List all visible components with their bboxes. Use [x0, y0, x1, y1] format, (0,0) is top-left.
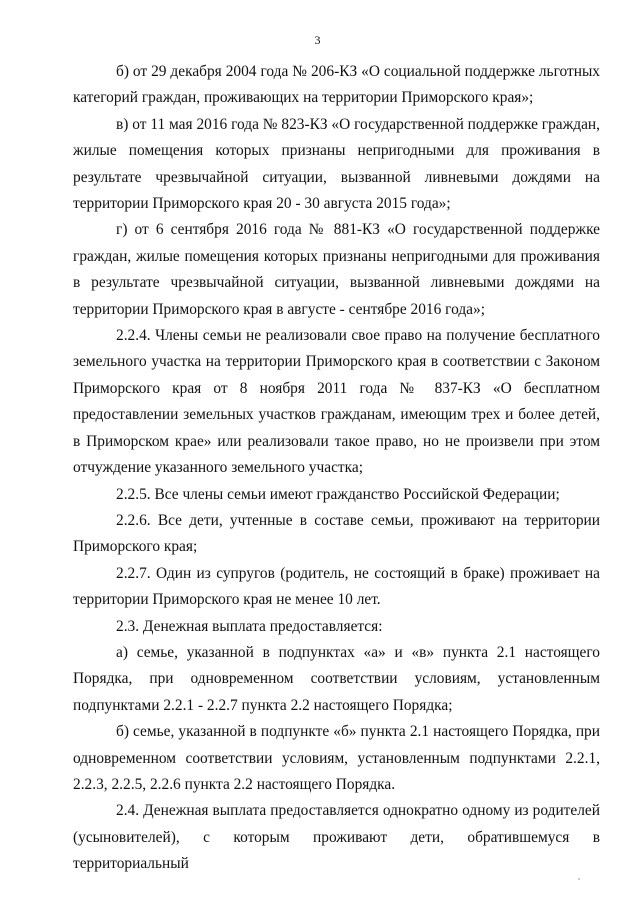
scan-speck — [578, 878, 580, 880]
paragraph-2-2-4: 2.2.4. Члены семьи не реализовали свое право на получение бесплатного земельного участка на территории Приморского края в соответствии с Законом Приморского края от 8 ноября 2011 года № 837-КЗ «О бесплатном предоставлении земельных участков гражданам, имеющим трех и более детей, в Приморском крае» или реализовали такое право, но не произвели при этом отчуждение указанного земельного участка; — [73, 327, 600, 477]
document-body — [73, 59, 600, 878]
page-number: 3 — [314, 33, 321, 47]
paragraph-2-4: 2.4. Денежная выплата предоставляется однократно одному из родителей (усыновителей), с которым проживают дети, обратившемуся в территориальный — [73, 802, 600, 873]
paragraph-2-3-b: б) семье, указанной в подпункте «б» пункта 2.1 настоящего Порядка, при одновременном соответствии условиям, установленным подпунктами 2.2.1, 2.2.3, 2.2.5, 2.2.6 пункта 2.2 настоящего Порядка. — [73, 723, 600, 793]
paragraph-2-2-6: 2.2.6. Все дети, учтенные в составе семьи, проживают на территории Приморского края; — [73, 511, 600, 556]
paragraph-b: б) от 29 декабря 2004 года № 206-КЗ «О социальной поддержке льготных категорий граждан, проживающих на территории Приморского края»; — [73, 63, 600, 107]
paragraph-g: г) от 6 сентября 2016 года № 881-КЗ «О государственной поддержке граждан, жилые помещения которых признаны непригодными для проживания в результате чрезвычайной ситуации, вызванной ливневыми дождями на территории Приморского края в августе - сентябре 2016 года»; — [73, 221, 600, 318]
paragraph-2-2-5: 2.2.5. Все члены семьи имеют гражданство Российской Федерации; — [116, 485, 560, 503]
paragraph-2-3: 2.3. Денежная выплата предоставляется: — [116, 617, 383, 635]
paragraph-2-2-7: 2.2.7. Один из супругов (родитель, не состоящий в браке) проживает на территории Приморского края не менее 10 лет. — [73, 564, 600, 609]
paragraph-2-3-a: а) семье, указанной в подпунктах «а» и «в» пункта 2.1 настоящего Порядка, при одновременном соответствии условиям, установленным подпунктами 2.2.1 - 2.2.7 пункта 2.2 настоящего Порядка; — [73, 643, 600, 714]
paragraph-v: в) от 11 мая 2016 года № 823-КЗ «О государственной поддержке граждан, жилые помещения которых признаны непригодными для проживания в результате чрезвычайной ситуации, вызванной ливневыми дождями на территории Приморского края 20 - 30 августа 2015 года»; — [73, 115, 600, 213]
